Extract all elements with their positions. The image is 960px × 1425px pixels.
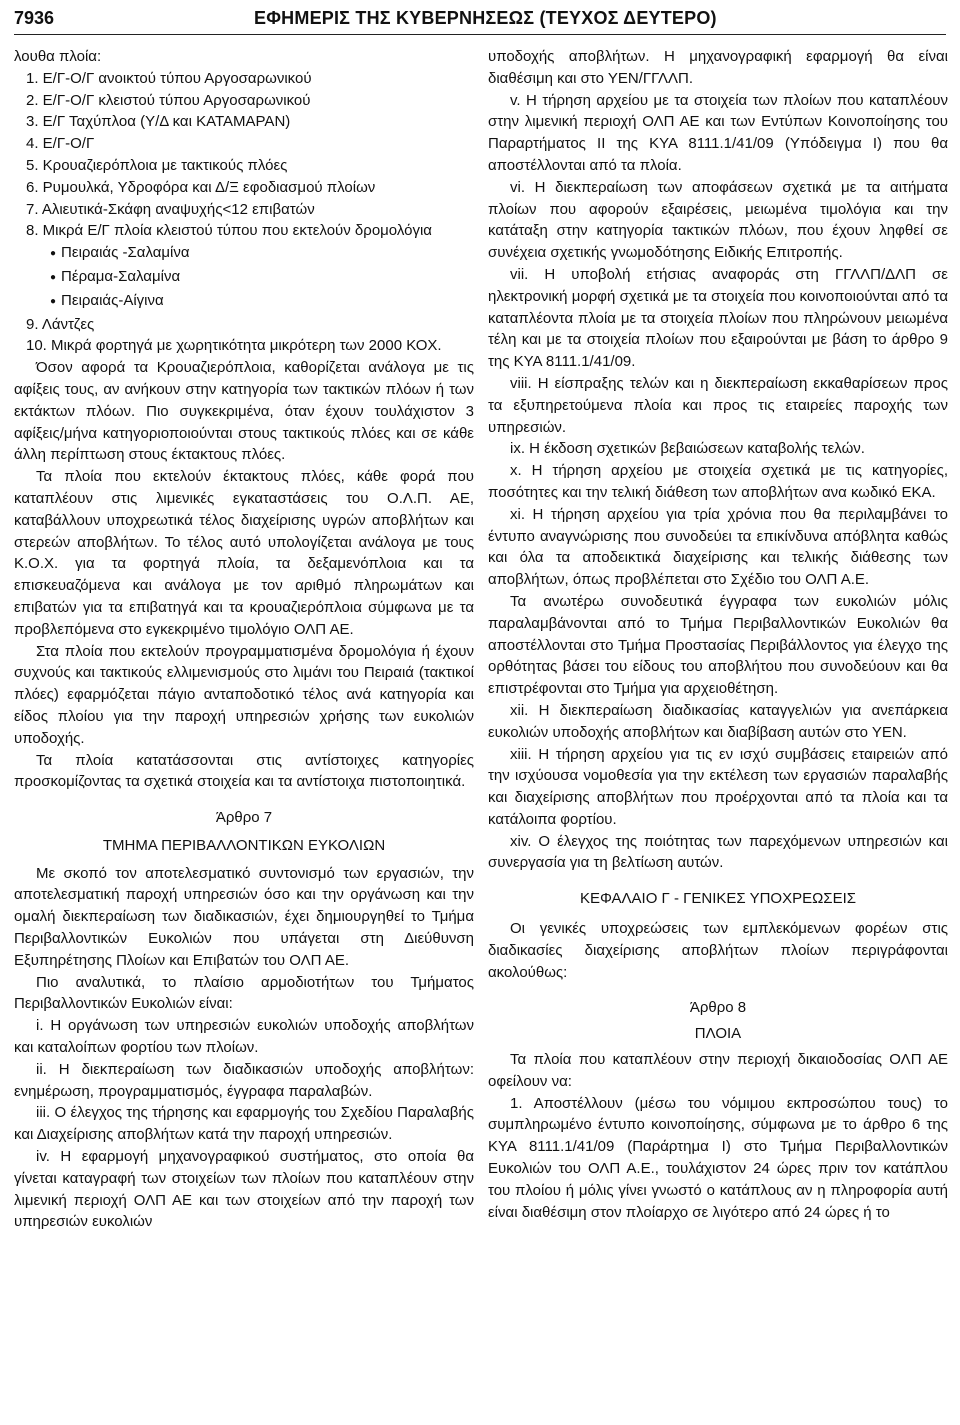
duty-item: xiv. Ο έλεγχος της ποιότητας των παρεχόμενων υπηρεσιών και συνεργασία για τη βελτίωση αυτών. [488,832,948,872]
duty-item: xi. Η τήρηση αρχείου για τρία χρόνια που θα περιλαμβάνει το έντυπο αναγνώρισης που συνοδεύει τα επικίνδυνα απόβλητα καθώς και όλα τα αποδεικτικά διαχείρισης και τελικής διάθεσης των αποβλήτων, όπως προβλέπεται στο Σχέδιο του ΟΛΠ Α.Ε. [488,505,948,589]
list-item: 5. Κρουαζιερόπλοια με τακτικούς πλόες [26,156,288,174]
paragraph: Τα πλοία που καταπλέουν στην περιοχή δικαιοδοσίας ΟΛΠ ΑΕ οφείλουν να: [488,1051,948,1090]
paragraph: υποδοχής αποβλήτων. Η μηχανογραφική εφαρμογή θα είναι διαθέσιμη και στο ΥΕΝ/ΓΓΛΛΠ. [488,48,948,87]
duty-item: vii. Η υποβολή ετήσιας αναφοράς στη ΓΓΛΛΠ/ΔΛΠ σε ηλεκτρονική μορφή σχετικά με τα στοιχεία που κοινοποιούνται από τα καταπλέοντα πλοία με τα στοιχεία πλοίων που πληρώνουν μειωμένα τέλη και με τα στοιχεία πλοίων που εξαιρούνται με βάση το άρθρο 9 της ΚΥΑ 8111.1/41/09. [488,265,948,371]
right-column [488,46,948,1223]
list-item: 3. Ε/Γ Ταχύπλοα (Υ/Δ και ΚΑΤΑΜΑΡΑΝ) [26,113,291,131]
duty-item: ii. Η διεκπεραίωση των διαδικασιών υποδοχής αποβλήτων: ενημέρωση, προγραμματισμός, έγγραφα παραλαβών. [14,1060,474,1100]
duty-item: x. Η τήρηση αρχείου με στοιχεία σχετικά με τις κατηγορίες, ποσότητες και την τελική διάθεση των αποβλήτων ανα κωδικό ΕΚΑ. [488,462,948,501]
paragraph: Τα πλοία που εκτελούν έκτακτους πλόες, κάθε φορά που καταπλέουν στις λιμενικές εγκαταστάσεις του Ο.Λ.Π. ΑΕ, καταβάλλουν υποχρεωτικά τέλος διαχείρισης υγρών αποβλήτων και στερεών αποβλήτων. Το τέλος αυτό υπολογίζεται ανάλογα με τους Κ.Ο.Χ. για τα φορτηγά πλοία, τα δεξαμενόπλοια και τα επισκευαζόμενα και ανάλογα με τον αριθμό πληρωμάτων και επιβατών για τα επιβατηγά και τα κρουαζιερόπλοια σύμφωνα με τα προβλεπόμενα στο εγκεκριμένο τιμολόγιο ΟΛΠ ΑΕ. [14,468,474,638]
vessel-category-list [14,68,474,357]
list-item: 10. Μικρά φορτηγά με χωρητικότητα μικρότερη των 2000 ΚΟΧ. [26,337,442,355]
list-item: 4. Ε/Γ-Ο/Γ [26,135,95,153]
article-heading: Άρθρο 8 [689,999,747,1017]
left-column [14,46,474,1233]
paragraph: Οι γενικές υποχρεώσεις των εμπλεκόμενων φορέων στις διαδικασίες διαχείρισης αποβλήτων πλοίων περιγράφονται ακολούθως: [488,920,948,981]
duty-item: vi. Η διεκπεραίωση των αποφάσεων σχετικά με τα αιτήματα πλοίων που αφορούν εξαιρέσεις, μειωμένα τιμολόγια και την κατάταξη στην κατηγορία τακτικών πλόων, που έχουν ληφθεί σε συνέχεια σχετικής γνωμοδότησης Ειδικής Επιτροπής. [488,178,948,262]
duty-item: iii. Ο έλεγχος της τήρησης και εφαρμογής του Σχεδίου Παραλαβής και Διαχείρισης αποβλήτων κατά την παροχή υπηρεσιών. [14,1104,474,1144]
article-title: ΠΛΟΙΑ [694,1025,742,1043]
route-item: ● Πειραιάς -Σαλαμίνα [26,242,474,266]
list-item: 9. Λάντζες [26,315,95,333]
route-item: ● Πειραιάς-Αίγινα [26,290,474,314]
page-number: 7936 [14,7,55,28]
chapter-heading: ΚΕΦΑΛΑΙΟ Γ - ΓΕΝΙΚΕΣ ΥΠΟΧΡΕΩΣΕΙΣ [579,890,857,908]
paragraph: Όσον αφορά τα Κρουαζιερόπλοια, καθορίζεται ανάλογα με τις αφίξεις τους, αν ανήκουν στην κατηγορία των τακτικών πλόων ή των εκτάκτων πλόων. Πιο συγκεκριμένα, όταν έχουν τουλάχιστον 3 αφίξεις/μήνα κατηγοριοποιούνται στους τακτικούς πλόες και σε κάθε άλλη περίπτωση στους έκτακτους πλόες. [14,359,474,464]
paragraph: Τα πλοία κατατάσσονται στις αντίστοιχες κατηγορίες προσκομίζοντας τα σχετικά στοιχεία και τα αντίστοιχα πιστοποιητικά. [14,751,474,791]
route-item: ● Πέραμα-Σαλαμίνα [26,266,474,290]
duty-item: viii. Η είσπραξης τελών και η διεκπεραίωση εκκαθαρίσεων προς τα εξυπηρετούμενα πλοία και προς τις εταιρείες παροχής των υπηρεσιών. [488,374,948,436]
duty-item: v. Η τήρηση αρχείου με τα στοιχεία των πλοίων που καταπλέουν στην λιμενική περιοχή ΟΛΠ ΑΕ και των Εντύπων Κοινοποίησης του Παραρτήματος ΙΙ της ΚΥΑ 8111.1/41/09 (Υπόδειγμα Ι) που θα αποστέλλονται από τα πλοία. [488,91,948,174]
duty-item: iv. Η εφαρμογή μηχανογραφικού συστήματος, στο οποία θα γίνεται καταγραφή των στοιχείων των πλοίων που καταπλέουν στην λιμενική περιοχή ΟΛΠ ΑΕ και των στοιχείων από την παροχή των υπηρεσιών ευκολιών [14,1148,474,1231]
article-heading: Άρθρο 7 [215,809,273,827]
duty-item: ix. Η έκδοση σχετικών βεβαιώσεων καταβολής τελών. [510,440,865,458]
page-header [14,2,946,35]
list-item: 6. Ρυμουλκά, Υδροφόρα και Δ/Ξ εφοδιασμού πλοίων [26,178,376,196]
list-item: 1. Ε/Γ-Ο/Γ ανοικτού τύπου Αργοσαρωνικού [26,69,312,87]
list-intro: λουθα πλοία: [14,48,102,65]
list-item: 8. Μικρά Ε/Γ πλοία κλειστού τύπου που εκτελούν δρομολόγια [26,222,432,240]
list-item: 2. Ε/Γ-Ο/Γ κλειστού τύπου Αργοσαρωνικού [26,91,311,109]
paragraph: Πιο αναλυτικά, το πλαίσιο αρμοδιοτήτων του Τμήματος Περιβαλλοντικών Ευκολιών είναι: [14,973,474,1013]
duty-item: xii. Η διεκπεραίωση διαδικασίας καταγγελιών για ανεπάρκεια ευκολιών υποδοχής αποβλήτων και διαβίβαση αυτών στο ΥΕΝ. [488,701,948,741]
duty-item: xiii. Η τήρηση αρχείου για τις εν ισχύ συμβάσεις εταιρειών από την ισχύουσα νομοθεσία για την εκτέλεση των εργασιών παραλαβής και διαχείρισης αποβλήτων που προέρχονται από τα πλοία και τα κατάλοιπα φορτίου. [488,745,948,828]
list-item: 7. Αλιευτικά-Σκάφη αναψυχής<12 επιβατών [26,200,315,218]
duty-item: i. Η οργάνωση των υπηρεσιών ευκολιών υποδοχής αποβλήτων και καταλοίπων φορτίου των πλοίων. [14,1017,474,1057]
paragraph: Με σκοπό τον αποτελεσματικό συντονισμό των εργασιών, την αποτελεσματική παροχή υπηρεσιών όσο και την οργάνωση και την ομαλή διεκπεραίωση των διαδικασιών, έχει δημιουργηθεί το Τμήμα Περιβαλλοντικών Ευκολιών που υπάγεται στη Διεύθυνση Εξυπηρέτησης Πλοίων και Επιβατών του ΟΛΠ ΑΕ. [14,864,474,969]
paragraph: 1. Αποστέλλουν (μέσω του νόμιμου εκπροσώπου τους) το συμπληρωμένο έντυπο κοινοποίησης, σύμφωνα με το άρθρο 6 της ΚΥΑ 8111.1/41/09 (Παράρτημα Ι) στο Τμήμα Περιβαλλοντικών Ευκολιών του ΟΛΠ Α.Ε., τουλάχιστον 24 ώρες πριν τον κατάπλου του πλοίου ή μόλις γίνει γνωστό ο κατάπλους αν η πληροφορία αυτή είναι διαθέσιμη στον πλοίαρχο σε λιγότερο από 24 ώρες ή το [488,1094,948,1221]
gazette-title: ΕΦΗΜΕΡΙΣ ΤΗΣ ΚΥΒΕΡΝΗΣΕΩΣ (ΤΕΥΧΟΣ ΔΕΥΤΕΡΟ) [254,7,717,28]
paragraph: Στα πλοία που εκτελούν προγραμματισμένα δρομολόγια ή έχουν συχνούς και τακτικούς ελλιμενισμούς στο λιμάνι του Πειραιά (τακτικοί πλόες) εφαρμόζεται πάγιο ανταποδοτικό τέλος ανά κατηγορία και είδος πλοίου για την παροχή υπηρεσιών χρήσης των ευκολιών υποδοχής. [14,642,474,747]
paragraph: Τα ανωτέρω συνοδευτικά έγγραφα των ευκολιών μόλις παραλαμβάνονται από το Τμήμα Περιβαλλοντικών Ευκολιών θα αποστέλλονται στο Τμήμα Προστασίας Περιβάλλοντος για έλεγχο της ορθότητας βάσει του είδους του αποβλήτου που συνοδεύουν και θα επιστρέφονται στο Τμήμα για αρχειοθέτηση. [488,592,948,698]
article-title: ΤΜΗΜΑ ΠΕΡΙΒΑΛΛΟΝΤΙΚΩΝ ΕΥΚΟΛΙΩΝ [102,836,386,854]
